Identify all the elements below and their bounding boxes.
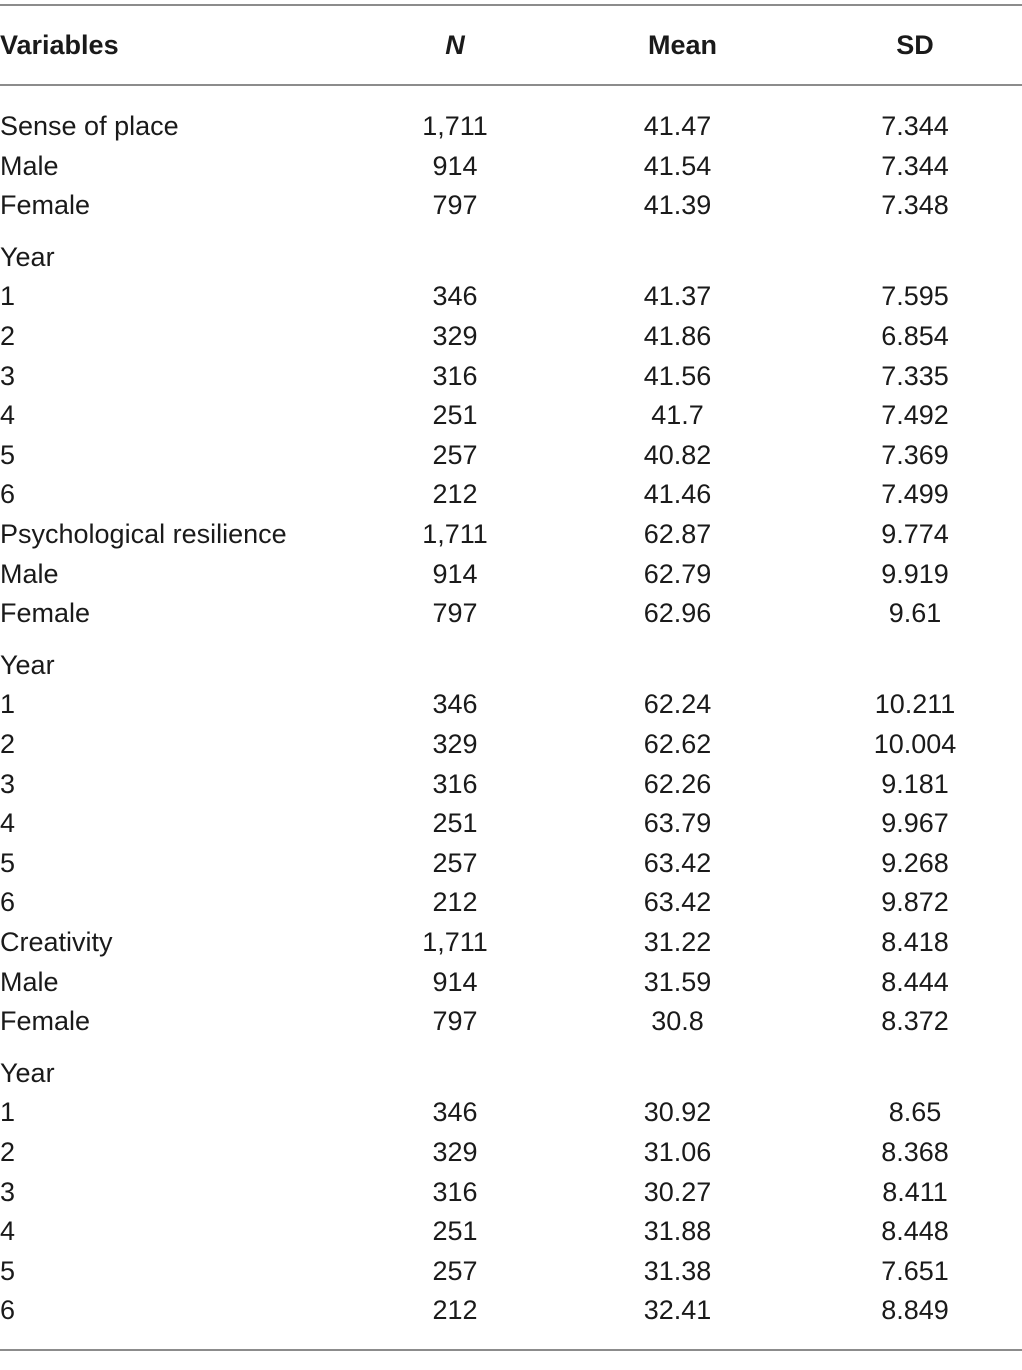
header-n: N (445, 30, 465, 60)
table-row (0, 554, 1022, 594)
table-row (0, 474, 1022, 514)
header-variables: Variables (0, 30, 119, 60)
table-row (0, 146, 1022, 186)
cell-mean: 63.42 (643, 847, 712, 878)
cell-sd: 9.181 (881, 768, 949, 799)
cell-mean: 41.47 (643, 111, 712, 141)
cell-n: 914 (432, 150, 478, 181)
table-row (0, 1251, 1022, 1291)
cell-sd: 9.919 (881, 558, 949, 589)
cell-variable: 2 (0, 729, 16, 759)
cell-sd: 8.411 (882, 1176, 948, 1207)
cell-mean: 31.22 (643, 927, 712, 957)
cell-n: 346 (432, 1097, 478, 1128)
cell-n: 329 (432, 729, 478, 759)
cell-sd: 7.369 (881, 439, 949, 470)
cell-mean: 41.86 (643, 321, 712, 351)
cell-mean: 30.92 (643, 1097, 712, 1128)
cell-mean: 30.8 (651, 1006, 704, 1037)
cell-mean: 62.96 (643, 598, 712, 629)
cell-sd: 7.651 (881, 1255, 949, 1286)
cell-variable: Male (0, 558, 59, 589)
cell-n: 797 (432, 1006, 478, 1037)
cell-sd: 8.448 (881, 1216, 949, 1247)
cell-mean: 41.39 (643, 190, 712, 221)
cell-mean: 41.7 (651, 400, 704, 431)
cell-n: 1,711 (422, 927, 488, 957)
cell-sd: 9.61 (888, 598, 942, 629)
cell-variable: 6 (0, 479, 16, 510)
cell-n: 914 (432, 558, 478, 589)
cell-variable: 6 (0, 887, 16, 918)
table-row (0, 185, 1022, 225)
cell-sd: 8.418 (881, 927, 949, 957)
table-row (0, 316, 1022, 356)
cell-mean: 62.26 (643, 768, 712, 799)
cell-n: 251 (432, 400, 478, 431)
cell-variable: Female (0, 598, 91, 629)
cell-sd: 8.368 (881, 1137, 949, 1167)
cell-variable: 3 (0, 768, 16, 799)
cell-sd: 8.849 (881, 1295, 949, 1326)
cell-n: 251 (432, 1216, 478, 1247)
cell-n: 797 (432, 598, 478, 629)
cell-variable: 2 (0, 1137, 16, 1167)
cell-sd: 7.595 (881, 281, 949, 312)
table-row (0, 922, 1022, 962)
table-row (0, 1132, 1022, 1172)
cell-variable: Male (0, 150, 59, 181)
cell-mean: 41.46 (643, 479, 712, 510)
table-row (0, 803, 1022, 843)
cell-n: 316 (432, 768, 478, 799)
cell-n: 257 (432, 439, 478, 470)
table-row (0, 593, 1022, 633)
cell-mean: 62.62 (643, 729, 712, 759)
cell-variable: Male (0, 966, 59, 997)
cell-sd: 7.499 (881, 479, 949, 510)
table-row (0, 882, 1022, 922)
cell-sd: 8.444 (881, 966, 949, 997)
table-row (0, 645, 1022, 685)
cell-n: 316 (432, 360, 478, 391)
table-row (0, 1172, 1022, 1212)
cell-variable: 4 (0, 400, 16, 431)
cell-mean: 30.27 (643, 1176, 712, 1207)
table-row (0, 395, 1022, 435)
table-row (0, 1290, 1022, 1330)
table-row (0, 684, 1022, 724)
cell-sd: 7.492 (881, 400, 949, 431)
header-sd: SD (896, 30, 934, 60)
cell-mean: 31.06 (643, 1137, 712, 1167)
cell-n: 329 (432, 321, 478, 351)
cell-sd: 9.967 (881, 808, 949, 839)
table-top-rule (0, 4, 1022, 6)
cell-n: 212 (432, 887, 478, 918)
cell-variable: Creativity (0, 927, 113, 957)
table-row (0, 1211, 1022, 1251)
cell-mean: 31.88 (643, 1216, 712, 1247)
table-row (0, 435, 1022, 475)
cell-sd: 9.872 (881, 887, 949, 918)
cell-variable: Female (0, 190, 91, 221)
cell-variable: 4 (0, 808, 16, 839)
table-row (0, 724, 1022, 764)
cell-sd: 7.344 (881, 111, 949, 141)
table-row (0, 1092, 1022, 1132)
cell-variable: 3 (0, 1176, 16, 1207)
table-row (0, 764, 1022, 804)
cell-n: 1,711 (422, 519, 488, 549)
cell-n: 257 (432, 1255, 478, 1286)
cell-variable: Sense of place (0, 111, 179, 141)
table-row (0, 1001, 1022, 1041)
cell-n: 797 (432, 190, 478, 221)
cell-variable: Year (0, 649, 55, 680)
cell-mean: 63.42 (643, 887, 712, 918)
cell-n: 329 (432, 1137, 478, 1167)
table-row (0, 237, 1022, 277)
table-row (0, 356, 1022, 396)
cell-n: 1,711 (422, 111, 488, 141)
cell-variable: Female (0, 1006, 91, 1037)
cell-variable: 2 (0, 321, 16, 351)
table-row (0, 1053, 1022, 1093)
table-row (0, 106, 1022, 146)
cell-mean: 41.37 (643, 281, 712, 312)
cell-mean: 41.54 (643, 150, 712, 181)
cell-variable: 1 (0, 281, 16, 312)
cell-n: 251 (432, 808, 478, 839)
table-row (0, 843, 1022, 883)
cell-mean: 62.79 (643, 558, 712, 589)
cell-n: 257 (432, 847, 478, 878)
cell-variable: 1 (0, 689, 16, 720)
cell-variable: 6 (0, 1295, 16, 1326)
cell-n: 212 (432, 479, 478, 510)
cell-variable: Year (0, 1057, 55, 1088)
cell-n: 212 (432, 1295, 478, 1326)
cell-mean: 31.59 (643, 966, 712, 997)
cell-variable: 1 (0, 1097, 16, 1128)
cell-mean: 31.38 (643, 1255, 712, 1286)
cell-variable: 5 (0, 439, 16, 470)
cell-variable: 4 (0, 1216, 16, 1247)
cell-mean: 62.24 (643, 689, 712, 720)
cell-sd: 8.65 (888, 1097, 942, 1128)
cell-variable: 3 (0, 360, 16, 391)
cell-mean: 62.87 (643, 519, 712, 549)
cell-mean: 41.56 (643, 360, 712, 391)
cell-sd: 9.774 (881, 519, 949, 549)
cell-sd: 10.004 (873, 729, 957, 759)
header-rule (0, 84, 1022, 86)
cell-sd: 8.372 (881, 1006, 949, 1037)
cell-n: 346 (432, 689, 478, 720)
table-row (0, 276, 1022, 316)
cell-variable: Year (0, 241, 55, 272)
cell-n: 316 (432, 1176, 478, 1207)
cell-n: 346 (432, 281, 478, 312)
table-row (0, 514, 1022, 554)
header-mean: Mean (647, 30, 718, 60)
table-bottom-rule (0, 1349, 1022, 1351)
cell-mean: 40.82 (643, 439, 712, 470)
cell-mean: 32.41 (643, 1295, 712, 1326)
cell-sd: 7.335 (881, 360, 949, 391)
cell-variable: 5 (0, 1255, 16, 1286)
table-row (0, 962, 1022, 1002)
cell-variable: 5 (0, 847, 16, 878)
cell-sd: 9.268 (881, 847, 949, 878)
cell-sd: 7.344 (881, 150, 949, 181)
cell-n: 914 (432, 966, 478, 997)
cell-variable: Psychological resilience (0, 519, 287, 549)
cell-sd: 6.854 (881, 321, 949, 351)
cell-sd: 10.211 (874, 689, 956, 720)
cell-sd: 7.348 (881, 190, 949, 221)
cell-mean: 63.79 (643, 808, 712, 839)
